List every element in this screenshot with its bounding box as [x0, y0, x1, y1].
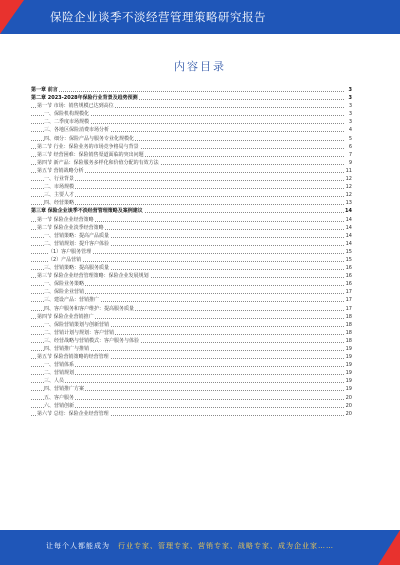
toc-entry-text: 一、保险业务策略	[44, 281, 85, 288]
toc-entry[interactable]	[31, 337, 352, 345]
toc-entry-page: 20	[345, 394, 352, 401]
toc-entry-text: 一、保险机构规模化	[44, 111, 90, 118]
toc-entry-text: 第三章 保险企业谈季不淡经营管理策略及案例建议	[31, 208, 143, 215]
toc-entry[interactable]	[31, 135, 352, 143]
toc-entry-page: 3	[348, 87, 352, 93]
toc-entry-page: 6	[348, 143, 352, 150]
toc-entry-text: 四、经营策略	[44, 200, 75, 207]
toc-leader-dots	[31, 180, 344, 181]
footer-bar	[0, 530, 400, 565]
toc-entry[interactable]	[31, 280, 352, 288]
toc-entry-page: 18	[345, 321, 352, 328]
toc-entry[interactable]	[31, 361, 352, 369]
toc-entry-text: 一、营销策略：提高产品质量	[44, 232, 110, 239]
toc-entry[interactable]	[31, 385, 352, 393]
toc-entry-page: 18	[345, 313, 352, 320]
toc-entry-page: 7	[348, 151, 352, 158]
toc-entry-text: 二、保险企业营销	[44, 289, 85, 296]
toc-entry[interactable]	[31, 94, 352, 102]
toc-entry-page: 16	[345, 273, 352, 280]
toc-entry-text: 三、经营战略与营销模式：客户服务与体验	[44, 337, 140, 344]
toc-entry-page: 19	[345, 354, 352, 361]
toc-leader-dots	[31, 382, 344, 383]
toc-entry-page: 14	[345, 208, 352, 215]
toc-entry-text: （1）客户服务管理	[48, 248, 92, 255]
toc-entry-text: 一、营销体系	[44, 362, 75, 369]
toc-entry-text: 二、营销规划	[44, 370, 75, 377]
toc-entry[interactable]	[31, 191, 352, 199]
toc-entry-page: 13	[345, 200, 352, 207]
toc-entry[interactable]	[31, 353, 352, 361]
toc-entry[interactable]	[31, 175, 352, 183]
toc-entry-page: 20	[345, 402, 352, 409]
toc-entry-page: 16	[345, 265, 352, 272]
toc-entry-page: 3	[348, 119, 352, 126]
toc-entry-page: 3	[348, 111, 352, 118]
toc-entry-page: 17	[345, 289, 352, 296]
toc-entry[interactable]	[31, 402, 352, 410]
toc-leader-dots	[31, 374, 344, 375]
toc-entry-text: 第一节 市场：销售规模已达到高位	[37, 103, 114, 110]
toc-entry-page: 3	[348, 103, 352, 110]
toc-entry[interactable]	[31, 377, 352, 385]
toc-entry-text: 第五节 保险营销策略的经营管理	[37, 354, 109, 361]
toc-entry-page: 19	[345, 378, 352, 385]
toc-entry[interactable]	[31, 207, 352, 215]
toc-entry[interactable]	[31, 248, 352, 256]
toc-entry[interactable]	[31, 199, 352, 207]
toc-entry-text: 第一节 保险企业经营策略	[37, 216, 94, 223]
footer-accent	[378, 530, 400, 565]
toc-entry[interactable]	[31, 305, 352, 313]
toc-entry-page: 16	[345, 281, 352, 288]
toc-entry[interactable]	[31, 313, 352, 321]
toc-entry-page: 17	[345, 305, 352, 312]
toc-entry-page: 17	[345, 297, 352, 304]
toc-entry-text: 六、营销创新	[44, 402, 75, 409]
toc-entry[interactable]	[31, 216, 352, 224]
toc-entry[interactable]	[31, 86, 352, 94]
footer-slogan-sub: 行业专家、管理专家、营销专家、战略专家、成为企业家……	[118, 542, 334, 550]
toc-entry[interactable]	[31, 240, 352, 248]
toc-entry-text: 三、建设产品：营销推广	[44, 297, 100, 304]
toc-entry[interactable]	[31, 110, 352, 118]
table-of-contents	[31, 86, 352, 418]
toc-entry-page: 14	[345, 216, 352, 223]
toc-entry-text: 第四节 保险企业营销推广	[37, 313, 94, 320]
toc-entry-page: 14	[345, 232, 352, 239]
toc-entry-text: 四、细分：保险产品与服务专业化规模化	[44, 135, 135, 142]
toc-entry[interactable]	[31, 345, 352, 353]
toc-entry-text: 第五节 营销战略分析	[37, 167, 84, 174]
document-title: 保险企业谈季不淡经营管理策略研究报告	[50, 10, 266, 24]
toc-entry[interactable]	[31, 224, 352, 232]
toc-entry[interactable]	[31, 369, 352, 377]
toc-entry-text: 一、保险营销策划与创新营销	[44, 321, 110, 328]
toc-entry-text: 二、营销规划：提升客户体验	[44, 240, 110, 247]
toc-entry-text: 三、主要人才	[44, 192, 75, 199]
toc-leader-dots	[31, 399, 344, 400]
toc-entry-page: 3	[348, 95, 352, 102]
toc-entry-page: 12	[345, 184, 352, 191]
toc-entry-text: 四、营销推广方案	[44, 386, 85, 393]
toc-entry-text: 五、客户服务	[44, 394, 75, 401]
toc-entry-page: 15	[345, 248, 352, 255]
toc-entry[interactable]	[31, 232, 352, 240]
toc-leader-dots	[31, 366, 344, 367]
toc-entry-text: 四、客户服务和客户维护：提高服务质量	[44, 305, 135, 312]
toc-leader-dots	[31, 196, 344, 197]
toc-entry-page: 5	[348, 135, 352, 142]
toc-entry[interactable]	[31, 118, 352, 126]
toc-entry[interactable]	[31, 296, 352, 304]
toc-entry[interactable]	[31, 264, 352, 272]
toc-entry[interactable]	[31, 183, 352, 191]
toc-entry-page: 19	[345, 370, 352, 377]
toc-entry-page: 15	[345, 256, 352, 263]
toc-title: 内容目录	[174, 60, 226, 73]
toc-entry-text: 第三节 经营困难：保险销售渠道面临的突出问题	[37, 151, 144, 158]
toc-entry-page: 20	[345, 410, 352, 417]
toc-entry-page: 19	[345, 362, 352, 369]
footer-slogan-main: 让每个人都能成为	[46, 542, 110, 550]
toc-entry[interactable]	[31, 288, 352, 296]
toc-entry[interactable]	[31, 102, 352, 110]
toc-entry[interactable]	[31, 126, 352, 134]
toc-entry-text: 第二节 保险企业淡季经营策略	[37, 224, 104, 231]
toc-entry-page: 12	[345, 176, 352, 183]
toc-entry-text: 第四节 新产品：保险服务多样化和价值分配的有效方法	[37, 159, 159, 166]
toc-entry[interactable]	[31, 167, 352, 175]
toc-entry[interactable]	[31, 410, 352, 418]
toc-entry[interactable]	[31, 329, 352, 337]
toc-entry-page: 14	[345, 240, 352, 247]
toc-entry-text: 第一章 前言	[31, 87, 58, 93]
toc-entry[interactable]	[31, 394, 352, 402]
footer-slogan	[46, 541, 334, 551]
toc-entry[interactable]	[31, 256, 352, 264]
toc-entry-text: 第二节 行业：保险业务的市场竞争格局与背景	[37, 143, 139, 150]
toc-entry-text: 三、人员	[44, 378, 65, 385]
toc-leader-dots	[31, 204, 344, 205]
toc-entry-page: 9	[348, 159, 352, 166]
toc-entry-text: 二、二季度市场规模	[44, 119, 90, 126]
toc-entry-page: 19	[345, 386, 352, 393]
toc-entry-page: 4	[348, 127, 352, 134]
toc-entry-text: 四、营销推广与推销	[44, 346, 90, 352]
toc-entry-text: 第三节 保险企业经营管理策略：保险企业发展规划	[37, 273, 149, 280]
toc-entry-text: 三、营销策略：提高服务质量	[44, 265, 110, 272]
toc-entry-text: 二、市场规模	[44, 184, 75, 191]
toc-leader-dots	[31, 407, 344, 408]
toc-entry-text: 二、营销计划与规划：客户营销	[44, 329, 115, 336]
toc-entry[interactable]	[31, 272, 352, 280]
toc-entry[interactable]	[31, 159, 352, 167]
toc-leader-dots	[31, 188, 344, 189]
header-bar	[0, 0, 400, 34]
toc-entry-text: （2）产品营销	[48, 256, 82, 263]
toc-entry-page: 11	[345, 167, 352, 174]
toc-entry-text: 第六节 总结：保险企业经营管理	[37, 410, 109, 417]
toc-entry-page: 18	[345, 329, 352, 336]
toc-entry[interactable]	[31, 321, 352, 329]
toc-entry-text: 三、各地区保险消费市场分析	[44, 127, 110, 134]
toc-entry-text: 一、行业背景	[44, 176, 75, 183]
toc-entry-text: 第二章 2023-2028年保险行业背景及趋势预测	[31, 95, 138, 102]
toc-entry-page: 12	[345, 192, 352, 199]
header-accent	[0, 0, 24, 34]
toc-entry-page: 19	[345, 346, 352, 352]
toc-entry-page: 14	[345, 224, 352, 231]
toc-entry[interactable]	[31, 143, 352, 151]
toc-entry-page: 18	[345, 337, 352, 344]
toc-leader-dots	[31, 91, 344, 92]
toc-entry[interactable]	[31, 151, 352, 159]
